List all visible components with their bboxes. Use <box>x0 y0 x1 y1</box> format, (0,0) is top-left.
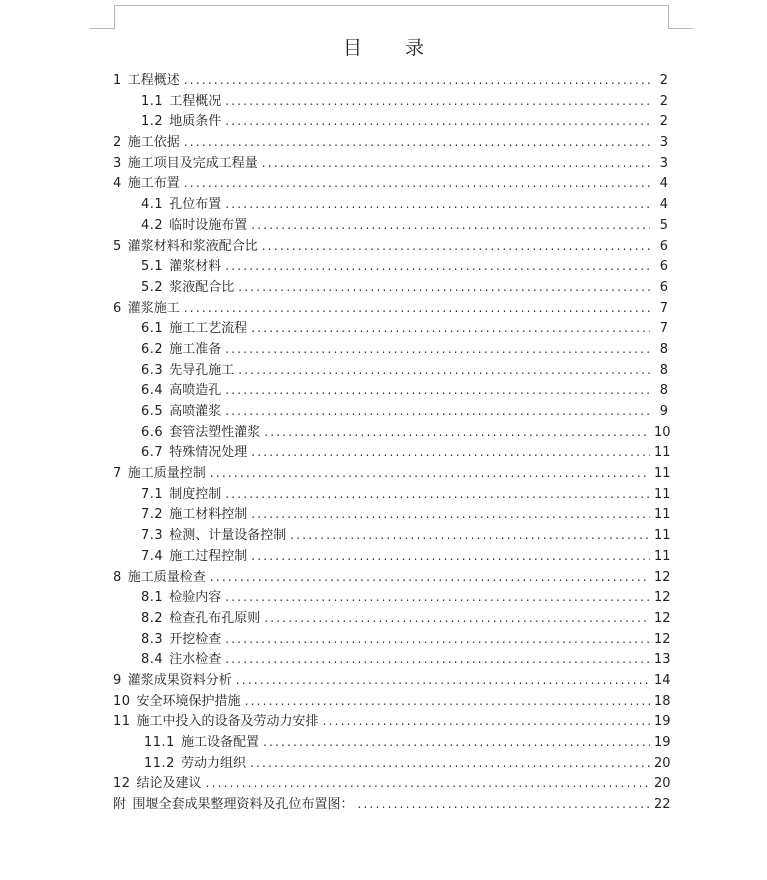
toc-entry[interactable] <box>113 484 671 505</box>
toc-entry[interactable] <box>113 236 668 257</box>
toc-entry[interactable] <box>113 567 671 588</box>
toc-entry-page: 11 <box>654 528 671 544</box>
toc-entry-page: 6 <box>659 259 668 275</box>
toc-entry-number: 7.4 <box>141 548 164 564</box>
toc-entry-title: 检验内容 <box>169 590 222 606</box>
toc-entry-number: 4.1 <box>141 197 164 213</box>
page-corner-mark-right <box>668 5 669 29</box>
toc-entry-page: 4 <box>659 176 668 192</box>
toc-entry-page: 20 <box>654 776 671 792</box>
toc-entry-number: 6 <box>113 300 122 316</box>
toc-entry-title: 套管法塑性灌浆 <box>169 424 261 440</box>
toc-entry-number: 8.4 <box>141 652 164 668</box>
toc-entry-number: 10 <box>113 693 131 709</box>
toc-entry[interactable] <box>113 318 668 339</box>
toc-entry-page: 6 <box>659 238 668 254</box>
toc-entry-title: 孔位布置 <box>169 197 222 213</box>
toc-entry[interactable] <box>113 753 671 774</box>
toc-entry[interactable] <box>113 629 671 650</box>
toc-entry-title: 检测、计量设备控制 <box>169 528 287 544</box>
toc-dot-leader <box>264 608 650 629</box>
toc-entry-page: 14 <box>654 672 671 688</box>
margin-mark-left <box>90 28 115 29</box>
toc-entry[interactable] <box>113 649 671 670</box>
toc-entry-page: 20 <box>654 755 671 771</box>
toc-entry-page: 9 <box>659 404 668 419</box>
toc-entry[interactable] <box>113 587 671 608</box>
toc-entry-number: 1.1 <box>141 93 164 109</box>
toc-entry-page: 8 <box>659 362 668 378</box>
toc-entry-number: 8.2 <box>141 610 164 626</box>
toc-entry-number: 3 <box>113 155 122 171</box>
toc-entry[interactable] <box>113 711 671 732</box>
toc-entry-number: 5 <box>113 238 122 254</box>
toc-dot-leader <box>238 360 650 381</box>
toc-entry-title: 高喷造孔 <box>169 383 222 399</box>
toc-entry-page: 19 <box>654 735 671 750</box>
toc-entry[interactable] <box>113 525 671 546</box>
toc-entry[interactable] <box>113 339 668 360</box>
toc-entry-title: 浆液配合比 <box>169 279 235 295</box>
toc-entry-page: 12 <box>654 631 671 647</box>
toc-dot-leader <box>264 422 650 443</box>
toc-entry-page: 3 <box>659 135 668 151</box>
toc-entry[interactable] <box>113 442 671 463</box>
toc-entry-number: 4 <box>113 176 122 192</box>
toc-entry-title: 施工质量控制 <box>127 466 206 482</box>
toc-entry-title: 施工质量检查 <box>127 569 206 585</box>
toc-dot-leader <box>251 318 650 339</box>
toc-dot-leader <box>184 173 650 194</box>
toc-entry[interactable] <box>113 546 671 567</box>
toc-dot-leader <box>184 70 650 91</box>
toc-dot-leader <box>225 629 650 650</box>
toc-entry-number: 11 <box>113 714 131 730</box>
toc-entry-title: 灌浆材料 <box>169 259 222 275</box>
toc-entry-title: 灌浆施工 <box>127 300 180 316</box>
toc-entry-title: 施工项目及完成工程量 <box>127 155 258 171</box>
toc-dot-leader <box>245 691 650 712</box>
toc-entry-number: 6.2 <box>141 341 164 357</box>
toc-entry-page: 2 <box>659 93 668 109</box>
toc-entry-number: 5.2 <box>141 279 164 295</box>
toc-dot-leader <box>290 525 650 546</box>
toc-entry[interactable] <box>113 608 671 629</box>
toc-entry-page: 7 <box>659 300 668 316</box>
toc-entry-page: 2 <box>659 73 668 88</box>
toc-entry-page: 12 <box>654 569 671 585</box>
toc-entry-title: 安全环境保护措施 <box>136 693 241 709</box>
toc-entry-page: 3 <box>659 155 668 171</box>
margin-mark-right <box>668 28 693 29</box>
toc-entry-page: 8 <box>659 383 668 399</box>
toc-entry-title: 地质条件 <box>169 114 222 130</box>
toc-entry-title: 工程概况 <box>169 93 222 109</box>
toc-dot-leader <box>251 504 650 525</box>
toc-entry[interactable] <box>113 463 671 484</box>
toc-dot-leader <box>251 215 650 236</box>
toc-entry-number: 6.7 <box>141 445 164 461</box>
toc-entry-title: 临时设施布置 <box>169 217 248 233</box>
toc-entry[interactable] <box>113 504 671 525</box>
toc-entry-page: 22 <box>654 797 671 813</box>
toc-entry-title: 施工准备 <box>169 341 222 357</box>
toc-entry-page: 19 <box>654 714 671 730</box>
toc-entry-page: 2 <box>659 114 668 130</box>
toc-dot-leader <box>225 111 650 132</box>
toc-entry-page: 10 <box>654 424 671 440</box>
toc-entry[interactable] <box>113 194 668 215</box>
toc-entry-number: 8 <box>113 569 122 585</box>
toc-entry[interactable] <box>113 401 668 422</box>
toc-entry-number: 6.3 <box>141 362 164 378</box>
toc-entry-title: 施工依据 <box>127 135 180 151</box>
toc-entry-title: 施工材料控制 <box>169 507 248 523</box>
toc-entry-number: 7.1 <box>141 486 164 502</box>
toc-entry[interactable] <box>113 670 671 691</box>
toc-entry-page: 11 <box>654 548 671 564</box>
toc-dot-leader <box>210 463 650 484</box>
toc-entry-number: 9 <box>113 672 122 688</box>
toc-dot-leader <box>225 91 650 112</box>
toc-entry-title: 围堰全套成果整理资料及孔位布置图： <box>132 797 354 813</box>
toc-entry-title: 工程概述 <box>127 73 180 88</box>
toc-entry[interactable] <box>113 773 671 794</box>
toc-entry-page: 4 <box>659 197 668 213</box>
toc-entry-title: 开挖检查 <box>169 631 222 647</box>
toc-entry[interactable] <box>113 256 668 277</box>
table-of-contents <box>113 70 671 815</box>
page-edge-top <box>114 5 669 6</box>
toc-entry[interactable] <box>113 173 668 194</box>
toc-entry-page: 11 <box>654 486 671 502</box>
toc-entry[interactable] <box>113 70 668 91</box>
toc-entry-number: 6.4 <box>141 383 164 399</box>
toc-dot-leader <box>263 732 650 753</box>
toc-entry-number: 8.1 <box>141 590 164 606</box>
toc-entry-title: 灌浆材料和浆液配合比 <box>127 238 258 254</box>
toc-entry[interactable] <box>113 732 671 753</box>
toc-entry[interactable] <box>113 422 671 443</box>
toc-dot-leader <box>251 442 650 463</box>
toc-dot-leader <box>262 153 650 174</box>
toc-dot-leader <box>210 567 650 588</box>
toc-entry-number: 1 <box>113 73 122 88</box>
toc-entry[interactable] <box>113 215 668 236</box>
toc-entry-title: 施工中投入的设备及劳动力安排 <box>136 714 319 730</box>
toc-dot-leader <box>225 339 650 360</box>
toc-dot-leader <box>225 649 650 670</box>
toc-entry-title: 施工过程控制 <box>169 548 248 564</box>
toc-entry[interactable] <box>113 794 671 815</box>
toc-entry[interactable] <box>113 91 668 112</box>
toc-entry-title: 施工设备配置 <box>180 735 259 750</box>
toc-entry-page: 11 <box>654 507 671 523</box>
toc-entry-number: 附 <box>113 797 127 813</box>
toc-entry-number: 8.3 <box>141 631 164 647</box>
toc-entry-number: 7.3 <box>141 528 164 544</box>
toc-dot-leader <box>323 711 650 732</box>
toc-title: 目 录 <box>342 37 436 59</box>
toc-dot-leader <box>262 236 650 257</box>
toc-entry-title: 结论及建议 <box>136 776 202 792</box>
toc-entry-title: 检查孔布孔原则 <box>169 610 261 626</box>
toc-entry-number: 1.2 <box>141 114 164 130</box>
page-corner-mark-left <box>114 5 115 29</box>
toc-entry-page: 11 <box>654 445 671 461</box>
toc-entry-page: 12 <box>654 610 671 626</box>
toc-entry-page: 6 <box>659 279 668 295</box>
toc-entry[interactable] <box>113 360 668 381</box>
toc-entry-title: 施工工艺流程 <box>169 321 248 337</box>
toc-dot-leader <box>251 546 650 567</box>
toc-dot-leader <box>225 256 650 277</box>
toc-dot-leader <box>225 401 650 422</box>
toc-entry-number: 6.5 <box>141 404 164 419</box>
toc-entry[interactable] <box>113 691 671 712</box>
toc-entry[interactable] <box>113 132 668 153</box>
toc-entry-page: 18 <box>654 693 671 709</box>
toc-entry-page: 7 <box>659 321 668 337</box>
toc-dot-leader <box>236 670 650 691</box>
toc-entry-number: 6.6 <box>141 424 164 440</box>
toc-entry-number: 2 <box>113 135 122 151</box>
toc-entry-number: 11.1 <box>144 735 175 750</box>
toc-entry[interactable] <box>113 277 668 298</box>
toc-dot-leader <box>250 753 650 774</box>
toc-entry-page: 5 <box>659 217 668 233</box>
toc-entry[interactable] <box>113 298 668 319</box>
toc-entry-title: 高喷灌浆 <box>169 404 222 419</box>
toc-entry-title: 劳动力组织 <box>180 755 246 771</box>
toc-entry-title: 特殊情况处理 <box>169 445 248 461</box>
toc-dot-leader <box>206 773 650 794</box>
toc-entry[interactable] <box>113 153 668 174</box>
toc-entry-number: 4.2 <box>141 217 164 233</box>
toc-entry-page: 8 <box>659 341 668 357</box>
toc-entry-title: 先导孔施工 <box>169 362 235 378</box>
toc-entry-page: 11 <box>654 466 671 482</box>
toc-entry-number: 5.1 <box>141 259 164 275</box>
toc-dot-leader <box>358 794 650 815</box>
toc-entry-number: 7 <box>113 466 122 482</box>
toc-entry-number: 12 <box>113 776 131 792</box>
toc-entry-title: 制度控制 <box>169 486 222 502</box>
toc-dot-leader <box>225 380 650 401</box>
toc-dot-leader <box>225 587 650 608</box>
toc-entry-number: 7.2 <box>141 507 164 523</box>
toc-entry-title: 注水检查 <box>169 652 222 668</box>
toc-entry[interactable] <box>113 380 668 401</box>
toc-entry-page: 13 <box>654 652 671 668</box>
toc-entry-title: 施工布置 <box>127 176 180 192</box>
toc-entry-title: 灌浆成果资料分析 <box>127 672 232 688</box>
toc-dot-leader <box>184 132 650 153</box>
toc-entry-page: 12 <box>654 590 671 606</box>
toc-entry-number: 11.2 <box>144 755 175 771</box>
toc-entry-number: 6.1 <box>141 321 164 337</box>
toc-dot-leader <box>184 298 650 319</box>
toc-dot-leader <box>225 194 650 215</box>
toc-dot-leader <box>238 277 650 298</box>
toc-entry[interactable] <box>113 111 668 132</box>
toc-dot-leader <box>225 484 650 505</box>
